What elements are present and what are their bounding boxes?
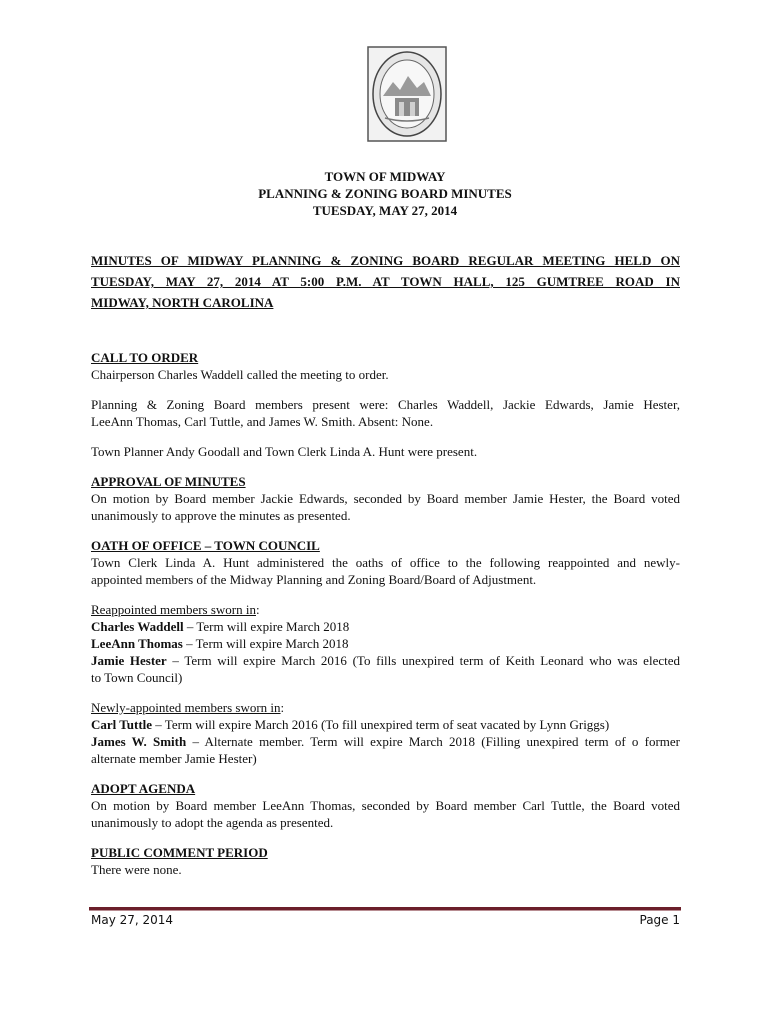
staff-present-text: Town Planner Andy Goodall and Town Clerk Linda A. Hunt were present. xyxy=(91,444,478,459)
footer-date: May 27, 2014 xyxy=(91,913,174,927)
member-term: – Term will expire March 2016 (To fills unexpired term of Keith Leonard who was elected xyxy=(166,653,680,668)
public-comment-text: There were none. xyxy=(91,862,182,877)
approval-text-1: On motion by Board member Jackie Edwards, seconded by Board member Jamie Hester, the Board voted xyxy=(91,491,680,506)
member-term: – Term will expire March 2018 xyxy=(183,619,350,634)
adopt-agenda-text-1: On motion by Board member LeeAnn Thomas, seconded by Board member Carl Tuttle, the Board voted xyxy=(91,798,680,813)
member-name: LeeAnn Thomas xyxy=(91,636,183,651)
town-seal-image xyxy=(367,46,447,142)
footer-rule-shadow xyxy=(89,910,681,911)
oath-text-2: appointed members of the Midway Planning and Zoning Board/Board of Adjustment. xyxy=(91,572,537,587)
document-header xyxy=(0,168,770,219)
reappointed-label xyxy=(91,601,680,618)
call-to-order-text: Chairperson Charles Waddell called the meeting to order. xyxy=(91,367,389,382)
member-term: – Term will expire March 2018 xyxy=(182,636,349,651)
member-name: James W. Smith xyxy=(91,734,187,749)
reappointed-member xyxy=(91,652,680,669)
oath-text-1: Town Clerk Linda A. Hunt administered the oaths of office to the following reappointed and newly- xyxy=(91,555,680,570)
approval-text-2: unanimously to approve the minutes as presented. xyxy=(91,508,351,523)
intro-line-1: MINUTES OF MIDWAY PLANNING & ZONING BOARD REGULAR MEETING HELD ON xyxy=(91,253,680,268)
new-member-cont: alternate member Jamie Hester) xyxy=(91,751,257,766)
member-name: Carl Tuttle xyxy=(91,717,153,732)
intro-line-3: MIDWAY, NORTH CAROLINA xyxy=(91,295,274,310)
public-comment-heading: PUBLIC COMMENT PERIOD xyxy=(91,845,268,860)
new-members-colon: : xyxy=(280,700,285,715)
member-name: Jamie Hester xyxy=(91,653,167,668)
adopt-agenda-heading: ADOPT AGENDA xyxy=(91,781,196,796)
reappointed-member xyxy=(91,618,680,635)
reappointed-member xyxy=(91,635,680,652)
minutes-body xyxy=(91,250,680,878)
new-members-label-text: Newly-appointed members sworn in xyxy=(91,700,281,715)
reappointed-label-text: Reappointed members sworn in xyxy=(91,602,256,617)
oath-heading: OATH OF OFFICE – TOWN COUNCIL xyxy=(91,538,320,553)
page-number: Page 1 xyxy=(639,913,680,927)
call-to-order-heading: CALL TO ORDER xyxy=(91,350,199,365)
adopt-agenda-text-2: unanimously to adopt the agenda as presented. xyxy=(91,815,334,830)
intro-line-2: TUESDAY, MAY 27, 2014 AT 5:00 P.M. AT TOWN HALL, 125 GUMTREE ROAD IN xyxy=(91,274,680,289)
town-name: TOWN OF MIDWAY xyxy=(324,169,446,184)
new-member xyxy=(91,716,680,733)
board-minutes-title: PLANNING & ZONING BOARD MINUTES xyxy=(258,186,512,201)
member-term: – Term will expire March 2016 (To fill unexpired term of seat vacated by Lynn Griggs) xyxy=(152,717,610,732)
members-present-line-2: LeeAnn Thomas, Carl Tuttle, and James W. Smith. Absent: None. xyxy=(91,414,434,429)
reappointed-colon: : xyxy=(256,602,260,617)
reappointed-member-cont: to Town Council) xyxy=(91,670,183,685)
intro-heading xyxy=(91,250,680,313)
approval-heading: APPROVAL OF MINUTES xyxy=(91,474,246,489)
members-present-line-1: Planning & Zoning Board members present were: Charles Waddell, Jackie Edwards, Jamie Hester, xyxy=(91,397,680,412)
new-members-label xyxy=(91,699,680,716)
member-term: – Alternate member. Term will expire March 2018 (Filling unexpired term of o former xyxy=(186,734,681,749)
page-footer xyxy=(91,913,680,931)
member-name: Charles Waddell xyxy=(91,619,184,634)
meeting-date: TUESDAY, MAY 27, 2014 xyxy=(312,203,458,218)
new-member xyxy=(91,733,680,750)
